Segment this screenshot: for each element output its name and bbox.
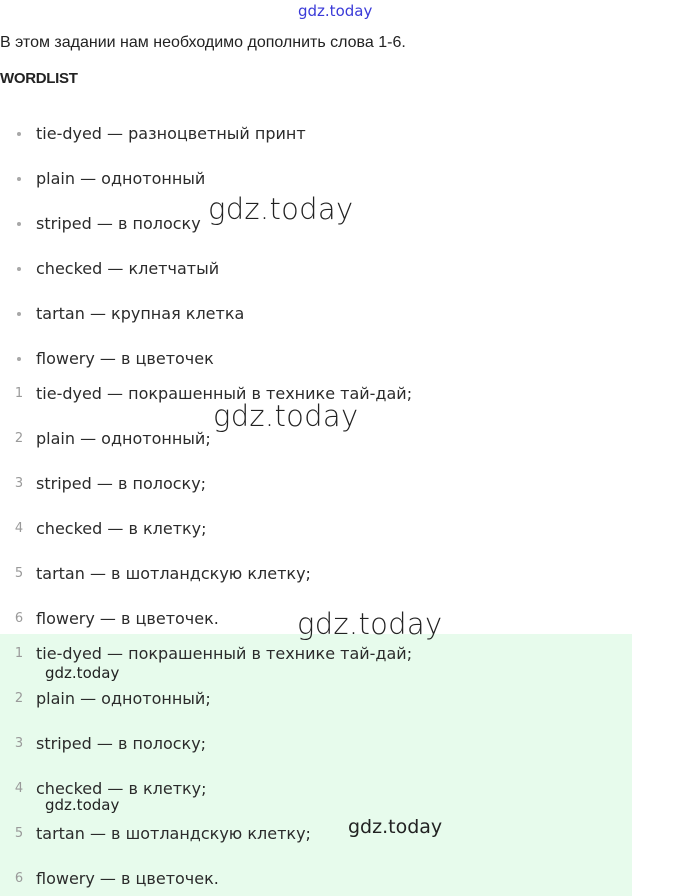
answer-number: 4 bbox=[14, 781, 24, 796]
answer-text: tartan — в шотландскую клетку; bbox=[36, 824, 311, 843]
answer-text: plain — однотонный; bbox=[36, 689, 211, 708]
answer-text: flowery — в цветочек. bbox=[36, 869, 219, 888]
answer-number: 6 bbox=[14, 871, 24, 886]
highlighted-answer-item bbox=[0, 822, 640, 846]
answer-text: plain — однотонный; bbox=[36, 429, 211, 448]
list-item: tartan — крупная клетка bbox=[0, 302, 640, 326]
answer-number: 3 bbox=[14, 476, 24, 491]
answer-number: 2 bbox=[14, 431, 24, 446]
bullet-icon bbox=[17, 132, 21, 136]
intro-text: В этом задании нам необходимо дополнить слова 1-6. bbox=[0, 34, 406, 51]
answer-text: striped — в полоску; bbox=[36, 474, 207, 493]
watermark: gdz.today bbox=[297, 607, 443, 641]
answer-text: tie-dyed — покрашенный в технике тай-дай; bbox=[36, 644, 413, 663]
answer-number: 4 bbox=[14, 521, 24, 536]
answer-text: checked — в клетку; bbox=[36, 779, 207, 798]
bullet-icon bbox=[17, 312, 21, 316]
highlighted-answer-item bbox=[0, 867, 640, 891]
answer-text: tartan — в шотландскую клетку; bbox=[36, 564, 311, 583]
answer-item bbox=[0, 472, 640, 496]
answer-number: 5 bbox=[14, 826, 24, 841]
list-item: flowery — в цветочек bbox=[0, 347, 640, 371]
answer-item bbox=[0, 517, 640, 541]
answer-text: striped — в полоску; bbox=[36, 734, 207, 753]
bullet-icon bbox=[17, 267, 21, 271]
watermark: gdz.today bbox=[45, 664, 120, 682]
watermark: gdz.today bbox=[45, 796, 120, 814]
watermark: gdz.today bbox=[348, 816, 443, 838]
answer-text: checked — в клетку; bbox=[36, 519, 207, 538]
answer-text: tie-dyed — покрашенный в технике тай-дай; bbox=[36, 384, 413, 403]
list-item: striped — в полоску bbox=[0, 212, 640, 236]
answer-number: 6 bbox=[14, 611, 24, 626]
list-item: tie-dyed — разноцветный принт bbox=[0, 122, 640, 146]
top-watermark: gdz.today bbox=[298, 2, 373, 20]
answer-number: 1 bbox=[14, 646, 24, 661]
highlighted-answer-item bbox=[0, 687, 640, 711]
answer-item bbox=[0, 562, 640, 586]
highlighted-answer-item bbox=[0, 642, 640, 666]
answer-text: flowery — в цветочек. bbox=[36, 609, 219, 628]
bullet-icon bbox=[17, 177, 21, 181]
watermark: gdz.today bbox=[213, 399, 359, 433]
list-item: plain — однотонный bbox=[0, 167, 640, 191]
answer-number: 3 bbox=[14, 736, 24, 751]
wordlist-heading: WORDLIST bbox=[0, 70, 78, 87]
answer-number: 1 bbox=[14, 386, 24, 401]
answer-number: 2 bbox=[14, 691, 24, 706]
highlighted-answer-item bbox=[0, 732, 640, 756]
bullet-icon bbox=[17, 357, 21, 361]
bullet-icon bbox=[17, 222, 21, 226]
answer-number: 5 bbox=[14, 566, 24, 581]
watermark: gdz.today bbox=[208, 192, 354, 226]
list-item: checked — клетчатый bbox=[0, 257, 640, 281]
